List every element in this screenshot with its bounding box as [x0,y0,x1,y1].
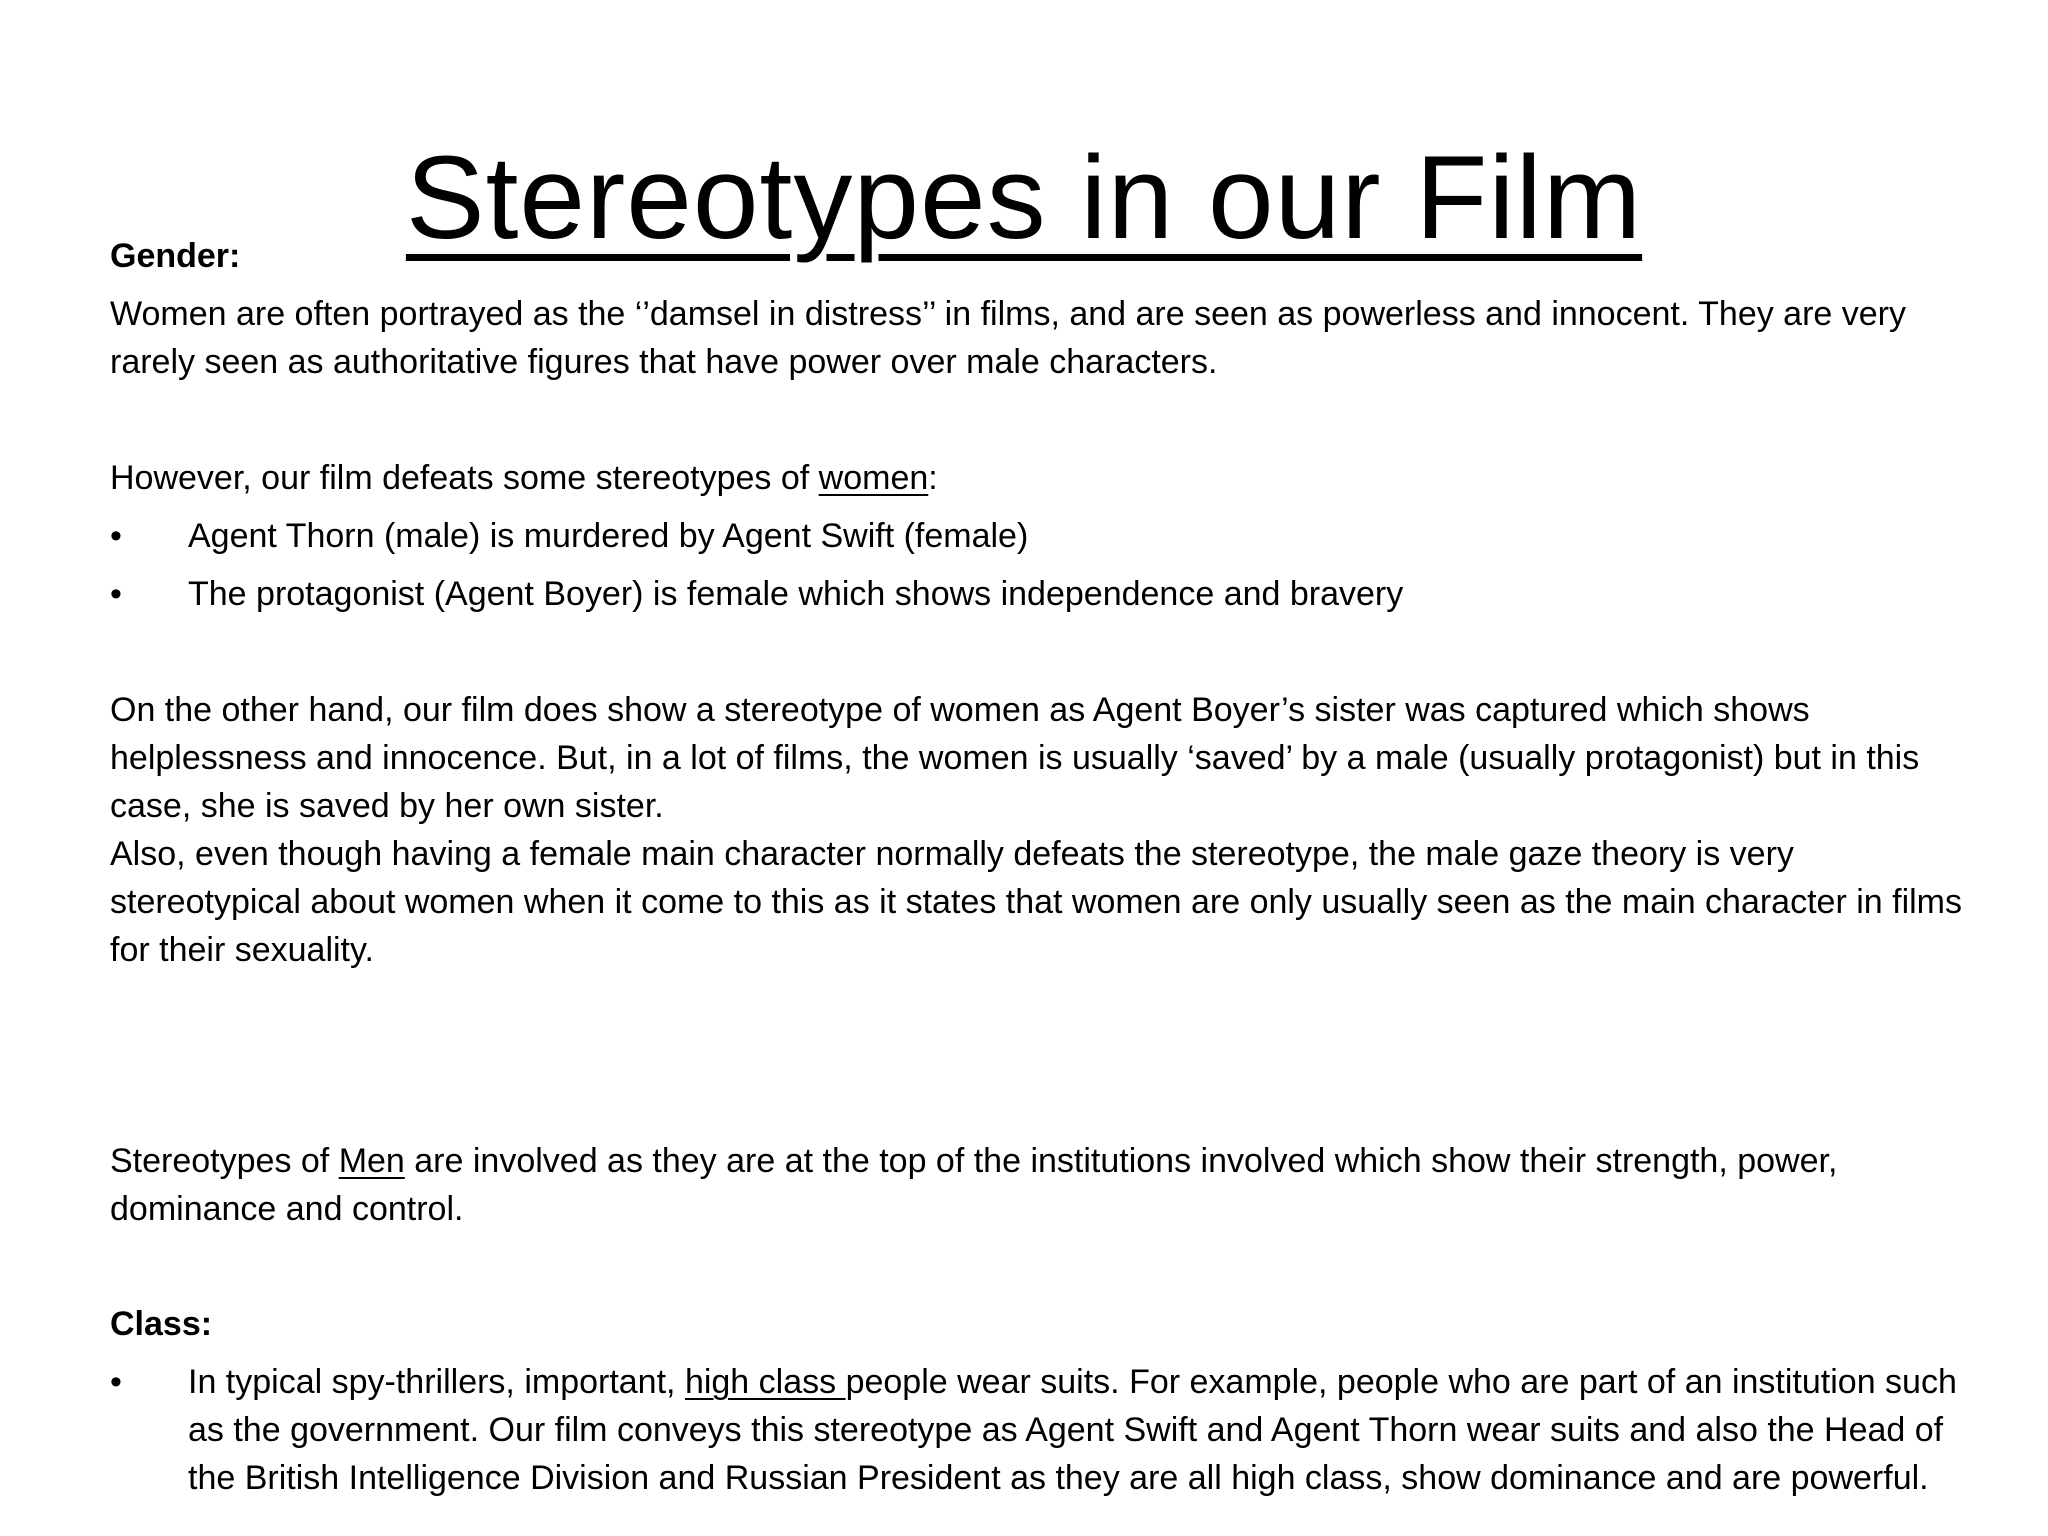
men-text-after: are involved as they are at the top of the institutions involved which show their strength, power, dominance and control. [110,1142,1838,1228]
bullet-dot: • [110,517,122,555]
slide-title-text: Stereotypes in our Film [405,132,1643,264]
bullet-dot: • [110,1363,122,1401]
men-paragraph [110,1137,1990,1233]
men-underlined: Men [338,1142,405,1180]
slide-body [110,232,1990,1502]
high-class-underlined: high class [684,1363,846,1401]
class-bullet [110,1358,1990,1502]
gender-bullet-1-text: Agent Thorn (male) is murdered by Agent Swift (female) [188,517,1029,555]
gender-bullet-2-text: The protagonist (Agent Boyer) is female which shows independence and bravery [188,575,1404,613]
other-hand-paragraph: On the other hand, our film does show a stereotype of women as Agent Boyer’s sister was captured which shows helplessness and innocence. But, in a lot of films, the women is usually ‘saved’ by a male (usually protagonist) but in this case, she is saved by her own sister. [110,691,1920,825]
male-gaze-paragraph: Also, even though having a female main character normally defeats the stereotype, the male gaze theory is very stereotypical about women when it come to this as it states that women are only usually seen as the main character in films for their sexuality. [110,835,1963,969]
gender-bullet-1 [110,512,1990,560]
however-paragraph [110,454,1990,502]
class-heading: Class: [110,1305,213,1343]
men-text-before: Stereotypes of [110,1142,339,1180]
gender-heading: Gender: [110,237,241,275]
bullet-dot: • [110,575,122,613]
gender-bullet-2 [110,570,1990,618]
class-bullet-after: people wear suits. For example, people who are part of an institution such as the government. Our film conveys this stereotype as Agent Swift and Agent Thorn wear suits and also the Head of the British Intelligence Division and Russian President as they are all high class, show dominance and are powerful. [188,1363,1957,1497]
gender-intro-paragraph: Women are often portrayed as the ‘’damsel in distress’’ in films, and are seen as powerless and innocent. They are very rarely seen as authoritative figures that have power over male characters. [110,295,1906,381]
class-bullet-text [188,1363,1957,1497]
however-text: However, our film defeats some stereotypes of [110,459,819,497]
class-bullet-before: In typical spy-thrillers, important, [188,1363,685,1401]
women-underlined: women [818,459,929,497]
however-colon: : [928,459,938,497]
